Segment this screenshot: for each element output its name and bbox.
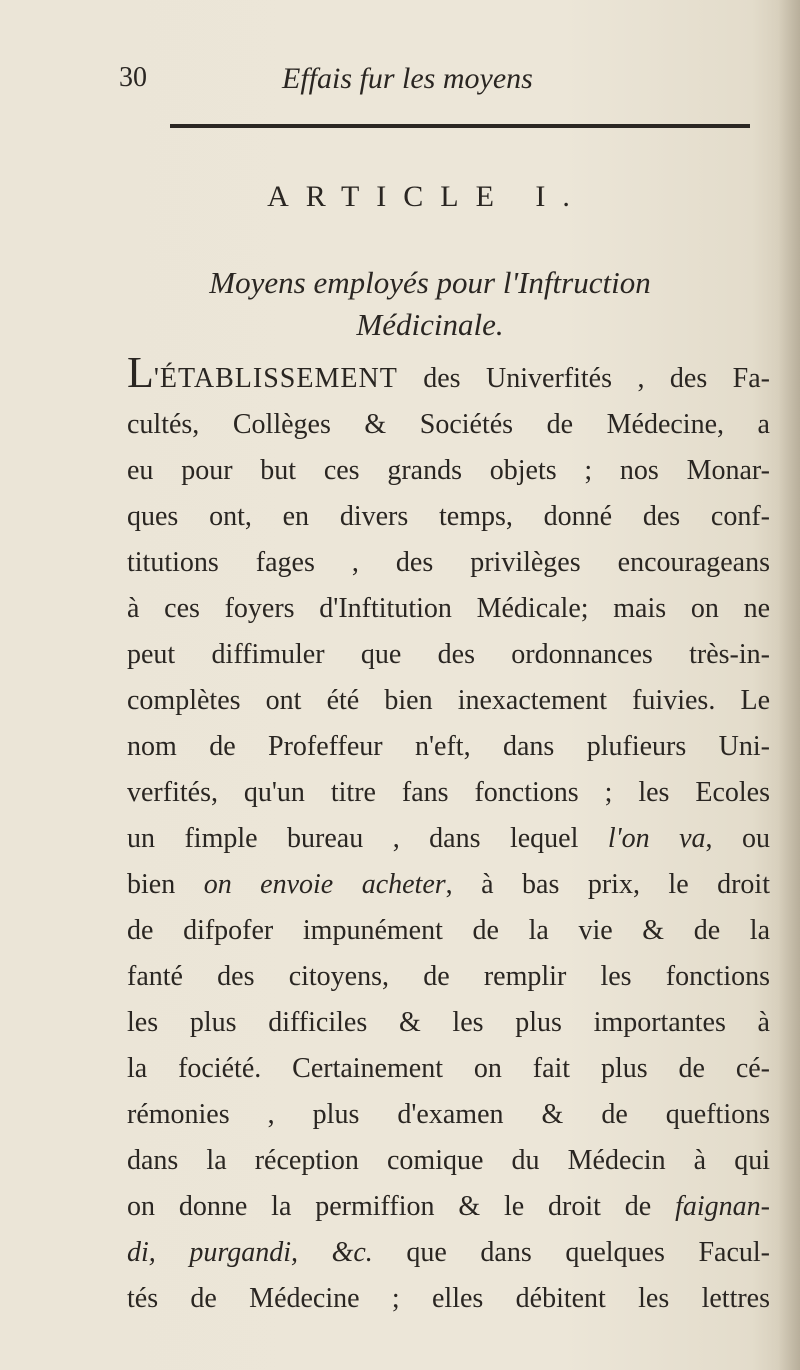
article-heading: ARTICLE I.	[267, 180, 587, 213]
subtitle-line-2: Médicinale.	[356, 307, 504, 342]
italic-phrase: di	[127, 1237, 149, 1268]
drop-cap: L	[127, 348, 154, 397]
italic-phrase: , &c.	[291, 1237, 373, 1268]
text-line: peut diffimuler que des ordonnances très-in-	[127, 639, 770, 670]
text-line: fanté des citoyens, de remplir les fonctions	[127, 961, 770, 992]
italic-phrase: l'on va	[607, 823, 706, 854]
text-line: nom de Profeffeur n'eft, dans plufieurs Uni-	[127, 731, 770, 762]
italic-phrase: on envoie acheter	[203, 869, 446, 900]
text-fragment: que dans quelques Facul-	[372, 1237, 770, 1268]
text-line: tés de Médecine ; elles débitent les lettres	[127, 1283, 770, 1314]
text-fragment: bien	[127, 869, 204, 900]
text-line	[127, 816, 770, 862]
text-fragment: un fimple bureau , dans lequel	[127, 823, 608, 854]
page-number: 30	[119, 62, 147, 93]
running-title: Effais fur les moyens	[282, 62, 533, 95]
text-line	[127, 862, 770, 908]
text-line: dans la réception comique du Médecin à qui	[127, 1145, 770, 1176]
text-line: les plus difficiles & les plus importantes à	[127, 1007, 770, 1038]
text-line: rémonies , plus d'examen & de queftions	[127, 1099, 770, 1130]
italic-phrase: , purgandi	[148, 1237, 292, 1268]
text-fragment: des Univerfités , des Fa-	[397, 363, 770, 394]
text-fragment: , à bas prix, le droit	[445, 869, 770, 900]
text-line: verfités, qu'un titre fans fonctions ; les Ecoles	[127, 777, 770, 808]
text-line	[127, 348, 770, 402]
subtitle-line-1: Moyens employés pour l'Inftruction	[209, 265, 651, 300]
body-text	[127, 348, 770, 1322]
text-line	[127, 1230, 770, 1276]
text-line: titutions fages , des privilèges encourageans	[127, 547, 770, 578]
text-line: la fociété. Certainement on fait plus de cé-	[127, 1053, 770, 1084]
text-line	[127, 1184, 770, 1230]
header-rule	[170, 124, 750, 128]
text-line: cultés, Collèges & Sociétés de Médecine, a	[127, 409, 770, 440]
running-head	[0, 62, 800, 102]
text-line: complètes ont été bien inexactement fuivies. Le	[127, 685, 770, 716]
text-fragment: , ou	[705, 823, 770, 854]
article-subtitle	[0, 262, 800, 346]
text-line: eu pour but ces grands objets ; nos Monar-	[127, 455, 770, 486]
italic-phrase: faignan-	[675, 1191, 770, 1222]
text-line: de difpofer impunément de la vie & de la	[127, 915, 770, 946]
lead-smallcaps: 'ÉTABLISSEMENT	[153, 363, 398, 394]
text-fragment: on donne la permiffion & le droit de	[127, 1191, 676, 1222]
text-line: à ces foyers d'Inftitution Médicale; mais on ne	[127, 593, 770, 624]
text-line: ques ont, en divers temps, donné des conf-	[127, 501, 770, 532]
